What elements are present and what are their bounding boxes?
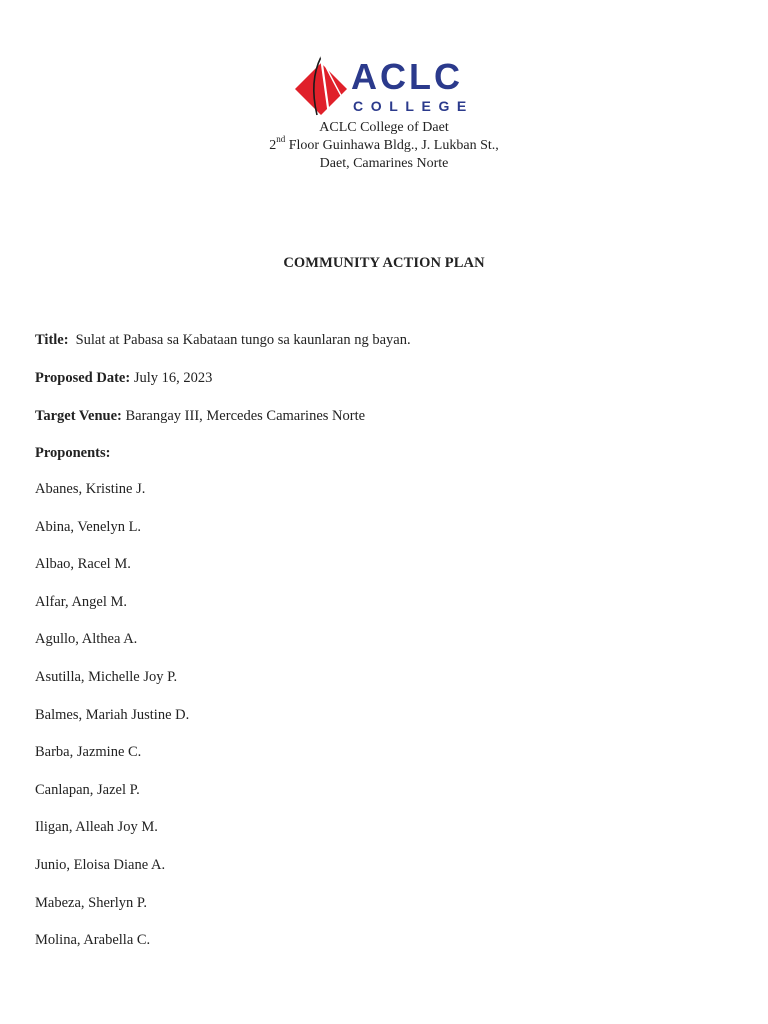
title-label: Title: bbox=[35, 332, 69, 348]
target-venue-label: Target Venue: bbox=[35, 408, 122, 424]
list-item: Mabeza, Sherlyn P. bbox=[35, 894, 147, 911]
title-field bbox=[35, 331, 411, 349]
list-item: Molina, Arabella C. bbox=[35, 932, 151, 949]
aclc-college-logo bbox=[295, 55, 475, 117]
list-item: Asutilla, Michelle Joy P. bbox=[35, 668, 178, 685]
list-item: Albao, Racel M. bbox=[35, 556, 131, 573]
list-item: Junio, Eloisa Diane A. bbox=[35, 856, 166, 873]
proposed-date-field bbox=[35, 369, 212, 387]
logo-text-sub: COLLEGE bbox=[353, 98, 474, 114]
title-value: Sulat at Pabasa sa Kabataan tungo sa kaunlaran ng bayan. bbox=[75, 332, 411, 348]
list-item: Alfar, Angel M. bbox=[35, 593, 128, 610]
aclc-logo-graphic bbox=[295, 55, 475, 117]
logo-text-main: ACLC bbox=[351, 56, 463, 97]
list-item: Abanes, Kristine J. bbox=[35, 481, 146, 497]
list-item: Canlapan, Jazel P. bbox=[35, 781, 140, 798]
logo-diamond-icon bbox=[295, 63, 347, 115]
proponents-list bbox=[35, 480, 189, 969]
document-heading: COMMUNITY ACTION PLAN bbox=[283, 255, 485, 271]
list-item: Agullo, Althea A. bbox=[35, 631, 138, 648]
list-item: Balmes, Mariah Justine D. bbox=[35, 706, 190, 723]
proponents-label: Proponents: bbox=[35, 445, 111, 461]
target-venue-field bbox=[35, 407, 365, 425]
address-line-1-number: 2 bbox=[269, 138, 277, 153]
list-item: Abina, Venelyn L. bbox=[35, 518, 142, 535]
proposed-date-value: July 16, 2023 bbox=[133, 370, 213, 386]
address-line-1-superscript: nd bbox=[276, 134, 286, 145]
address-line-1-text: Floor Guinhawa Bldg., J. Lukban St., bbox=[285, 138, 499, 153]
address-line-1 bbox=[0, 134, 768, 155]
proponents-heading bbox=[35, 444, 110, 462]
proposed-date-label: Proposed Date: bbox=[35, 370, 131, 386]
list-item: Barba, Jazmine C. bbox=[35, 744, 142, 761]
list-item: Iligan, Alleah Joy M. bbox=[35, 819, 158, 836]
target-venue-value: Barangay III, Mercedes Camarines Norte bbox=[125, 408, 366, 424]
address-line-2: Daet, Camarines Norte bbox=[319, 156, 449, 171]
institution-name: ACLC College of Daet bbox=[319, 120, 449, 135]
